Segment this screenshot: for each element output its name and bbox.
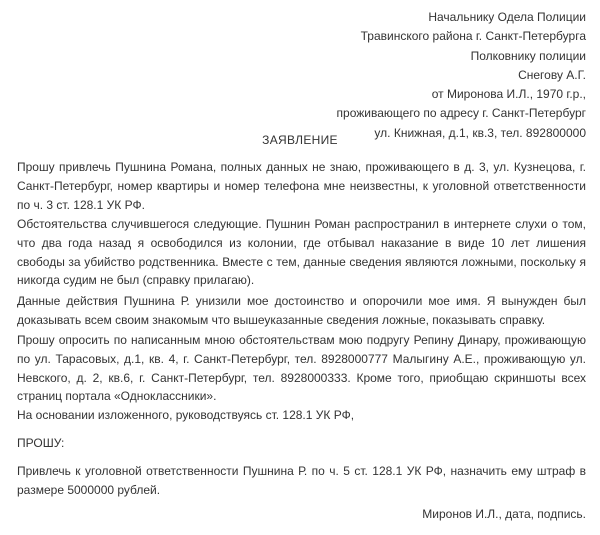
paragraph-request: Прошу привлечь Пушнина Романа, полных данных не знаю, проживающего в д. 3, ул. Кузнецова, г. Санкт-Петербург, номер квартиры и номер телефона мне неизвестны, к уголовной ответственности по ч. 3 ст. 128.1 УК РФ.	[17, 160, 586, 212]
paragraph-circumstances: Обстоятельства случившегося следующие. Пушнин Роман распространил в интернете слухи о том, что два года назад я освободился из колонии, где отбывал наказание в виде 10 лет лишения свободы за убийство родственника. Вместе с тем, данные сведения являются ложными, поскольку я никогда судим не был (справку прилагаю).	[17, 217, 586, 288]
signature-line: Миронов И.Л., дата, подпись.	[422, 507, 586, 521]
addressee-line: Травинского района г. Санкт-Петербурга	[360, 29, 586, 44]
sender-line: проживающего по адресу г. Санкт-Петербург	[336, 106, 586, 121]
sender-line: от Миронова И.Л., 1970 г.р.,	[431, 87, 586, 102]
addressee-line: Снегову А.Г.	[518, 67, 586, 82]
document-title: ЗАЯВЛЕНИЕ	[262, 133, 338, 147]
paragraph-demand: Привлечь к уголовной ответственности Пушнина Р. по ч. 5 ст. 128.1 УК РФ, назначить ему штраф в размере 5000000 рублей.	[17, 464, 586, 497]
addressee-line: Начальнику Одела Полиции	[428, 10, 586, 24]
paragraph-legal-basis: На основании изложенного, руководствуясь ст. 128.1 УК РФ,	[17, 408, 355, 422]
paragraph-witnesses: Прошу опросить по написанным мною обстоятельствам мою подругу Репину Динару, проживающую по ул. Тарасовых, д.1, кв. 4, г. Санкт-Петербург, тел. 8928000777 Малыгину А.Е., проживающую ул. Невского, д. 2, кв.6, г. Санкт-Петербург, тел. 8928000333. Кроме того, приобщаю скриншоты всех страниц портала «Одноклассники».	[17, 333, 586, 404]
paragraph-consequences: Данные действия Пушнина Р. унизили мое достоинство и опорочили мое имя. Я вынужден был доказывать всем своим знакомым что вышеуказанные сведения ложные, показывать справку.	[17, 294, 586, 327]
sender-line: ул. Книжная, д.1, кв.3, тел. 892800000	[374, 125, 586, 140]
addressee-block	[337, 8, 586, 143]
addressee-line: Полковнику полиции	[470, 48, 586, 63]
paragraph-request-heading: ПРОШУ:	[17, 436, 65, 450]
